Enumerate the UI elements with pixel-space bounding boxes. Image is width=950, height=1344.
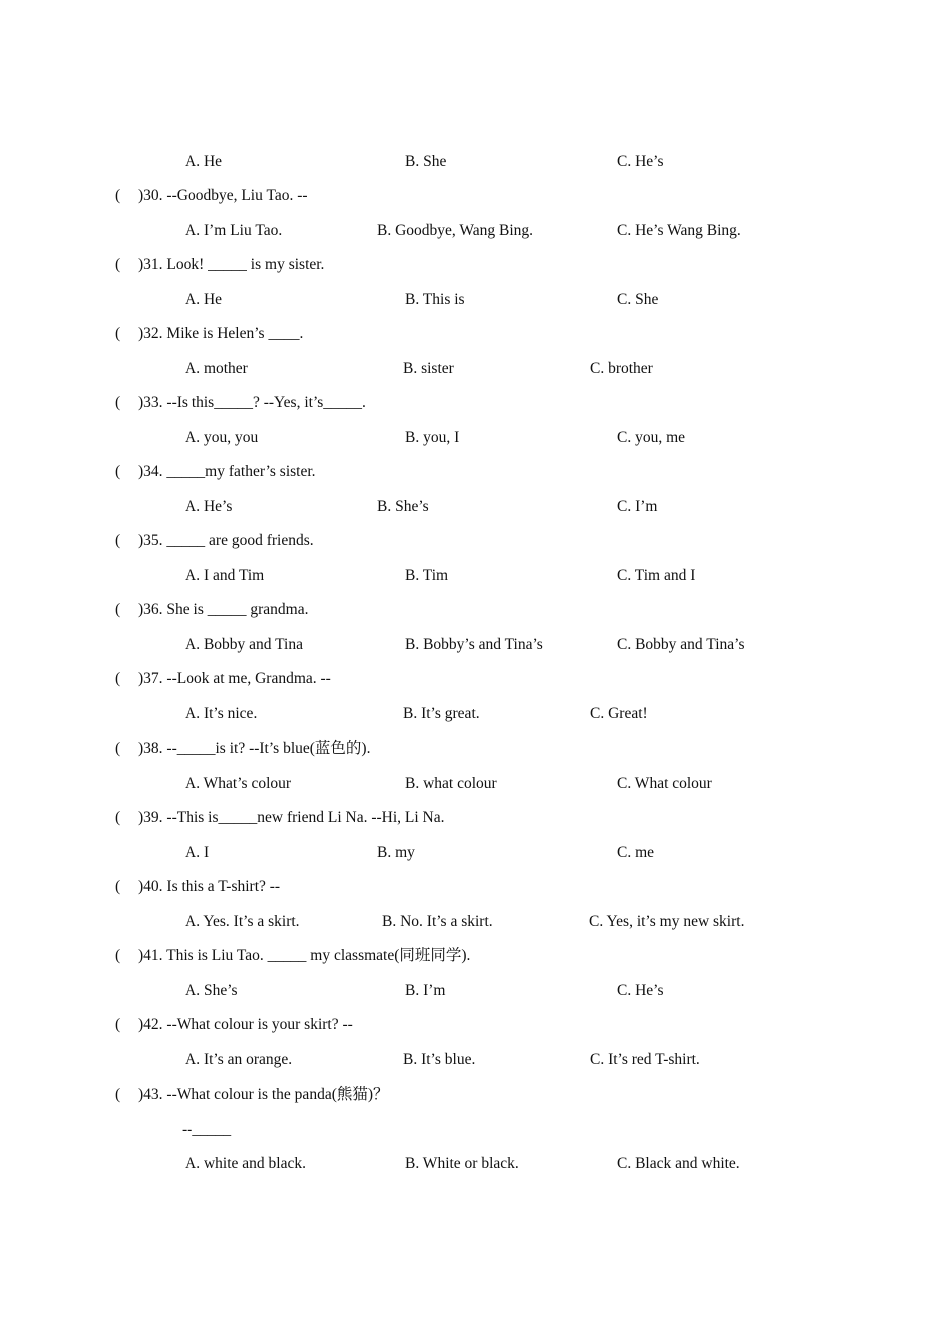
option-a: A. It’s nice. (185, 705, 258, 722)
paren-close: ) (138, 878, 144, 895)
paren-close: ) (138, 394, 144, 411)
option-a: A. mother (185, 360, 248, 377)
option-c: C. It’s red T-shirt. (590, 1051, 700, 1068)
paren-close: ) (138, 532, 144, 549)
question-number: 30. (143, 187, 163, 204)
question-number: 33. (143, 394, 163, 411)
option-c: C. He’s (617, 982, 664, 999)
answer-paren: ( (115, 325, 121, 342)
question-33 (0, 392, 950, 414)
option-a: A. you, you (185, 429, 259, 446)
option-b: B. She (405, 153, 447, 170)
option-b: B. It’s blue. (403, 1051, 476, 1068)
paren-close: ) (138, 325, 144, 342)
question-text: --_____is it? --It’s blue(蓝色的). (162, 740, 371, 757)
question-number: 42. (143, 1016, 163, 1033)
options-row-34 (0, 496, 950, 518)
answer-paren: ( (115, 878, 121, 895)
paren-close: ) (138, 463, 144, 480)
option-a: A. I and Tim (185, 567, 265, 584)
question-text: --What colour is your skirt? -- (162, 1016, 353, 1033)
question-text: Look! _____ is my sister. (162, 256, 325, 273)
question-text: --Is this_____? --Yes, it’s_____. (162, 394, 366, 411)
question-number: 35. (143, 532, 163, 549)
question-text: Is this a T-shirt? -- (162, 878, 281, 895)
options-row-30 (0, 220, 950, 242)
question-number: 43. (143, 1086, 163, 1103)
option-a: A. I (185, 844, 210, 861)
answer-paren: ( (115, 809, 121, 826)
question-number: 37. (143, 670, 163, 687)
question-32 (0, 323, 950, 345)
question-31 (0, 254, 950, 276)
answer-paren: ( (115, 670, 121, 687)
option-c: C. I’m (617, 498, 658, 515)
option-b: B. She’s (377, 498, 429, 515)
answer-paren: ( (115, 256, 121, 273)
option-a: A. He (185, 153, 223, 170)
option-c: C. me (617, 844, 655, 861)
answer-paren: ( (115, 601, 121, 618)
paren-close: ) (138, 947, 144, 964)
answer-paren: ( (115, 463, 121, 480)
answer-prompt-row-43 (0, 1119, 950, 1141)
options-row-32 (0, 358, 950, 380)
option-a: A. white and black. (185, 1155, 306, 1172)
question-text: --This is_____new friend Li Na. --Hi, Li Na. (162, 809, 445, 826)
question-text: Mike is Helen’s ____. (162, 325, 304, 342)
options-row-36 (0, 634, 950, 656)
options-row-37 (0, 703, 950, 725)
option-b: B. you, I (405, 429, 460, 446)
answer-prompt: --_____ (182, 1121, 232, 1138)
question-35 (0, 530, 950, 552)
question-number: 36. (143, 601, 163, 618)
option-a: A. Yes. It’s a skirt. (185, 913, 300, 930)
question-text: She is _____ grandma. (162, 601, 309, 618)
option-b: B. It’s great. (403, 705, 480, 722)
answer-paren: ( (115, 740, 121, 757)
option-c: C. He’s Wang Bing. (617, 222, 741, 239)
paren-close: ) (138, 670, 144, 687)
option-b: B. my (377, 844, 415, 861)
option-b: B. No. It’s a skirt. (382, 913, 493, 930)
question-41 (0, 945, 950, 967)
question-36 (0, 599, 950, 621)
options-row-33 (0, 427, 950, 449)
option-c: C. Great! (590, 705, 648, 722)
option-a: A. He (185, 291, 223, 308)
options-row-39 (0, 842, 950, 864)
option-c: C. you, me (617, 429, 686, 446)
option-b: B. White or black. (405, 1155, 519, 1172)
option-c: C. brother (590, 360, 653, 377)
question-text: --What colour is the panda(熊猫)？ (162, 1086, 389, 1103)
question-text: --Goodbye, Liu Tao. -- (162, 187, 308, 204)
answer-paren: ( (115, 947, 121, 964)
question-number: 34. (143, 463, 163, 480)
paren-close: ) (138, 187, 144, 204)
options-row-40 (0, 911, 950, 933)
question-text: _____ are good friends. (162, 532, 314, 549)
option-a: A. What’s colour (185, 775, 292, 792)
question-text: _____my father’s sister. (162, 463, 316, 480)
options-row-41 (0, 980, 950, 1002)
option-c: C. Bobby and Tina’s (617, 636, 745, 653)
options-row-42 (0, 1049, 950, 1071)
option-b: B. Goodbye, Wang Bing. (377, 222, 534, 239)
question-number: 38. (143, 740, 163, 757)
question-number: 40. (143, 878, 163, 895)
option-b: B. Bobby’s and Tina’s (405, 636, 543, 653)
option-a: A. He’s (185, 498, 233, 515)
option-a: A. She’s (185, 982, 238, 999)
option-c: C. Tim and I (617, 567, 696, 584)
question-number: 41. (143, 947, 163, 964)
question-30 (0, 185, 950, 207)
answer-paren: ( (115, 532, 121, 549)
answer-paren: ( (115, 1086, 121, 1103)
option-c: C. Yes, it’s my new skirt. (589, 913, 745, 930)
option-c: C. She (617, 291, 659, 308)
question-38 (0, 738, 950, 760)
question-number: 39. (143, 809, 163, 826)
question-39 (0, 807, 950, 829)
options-row-31 (0, 289, 950, 311)
question-number: 31. (143, 256, 163, 273)
options-row-38 (0, 773, 950, 795)
option-c: C. Black and white. (617, 1155, 740, 1172)
option-b: B. what colour (405, 775, 497, 792)
options-row-35 (0, 565, 950, 587)
question-43 (0, 1084, 950, 1106)
answer-paren: ( (115, 1016, 121, 1033)
option-a: A. It’s an orange. (185, 1051, 293, 1068)
option-b: B. I’m (405, 982, 446, 999)
options-row-43 (0, 1153, 950, 1175)
question-42 (0, 1014, 950, 1036)
question-34 (0, 461, 950, 483)
question-text: --Look at me, Grandma. -- (162, 670, 331, 687)
answer-paren: ( (115, 187, 121, 204)
paren-close: ) (138, 256, 144, 273)
question-40 (0, 876, 950, 898)
option-a: A. Bobby and Tina (185, 636, 303, 653)
option-c: C. He’s (617, 153, 664, 170)
paren-close: ) (138, 740, 144, 757)
paren-close: ) (138, 601, 144, 618)
paren-close: ) (138, 1086, 144, 1103)
option-a: A. I’m Liu Tao. (185, 222, 283, 239)
option-c: C. What colour (617, 775, 712, 792)
question-number: 32. (143, 325, 163, 342)
answer-paren: ( (115, 394, 121, 411)
option-b: B. This is (405, 291, 465, 308)
paren-close: ) (138, 1016, 144, 1033)
question-37 (0, 668, 950, 690)
paren-close: ) (138, 809, 144, 826)
option-b: B. sister (403, 360, 454, 377)
question-text: This is Liu Tao. _____ my classmate(同班同学). (162, 947, 471, 964)
option-b: B. Tim (405, 567, 449, 584)
options-row-29 (0, 151, 950, 173)
